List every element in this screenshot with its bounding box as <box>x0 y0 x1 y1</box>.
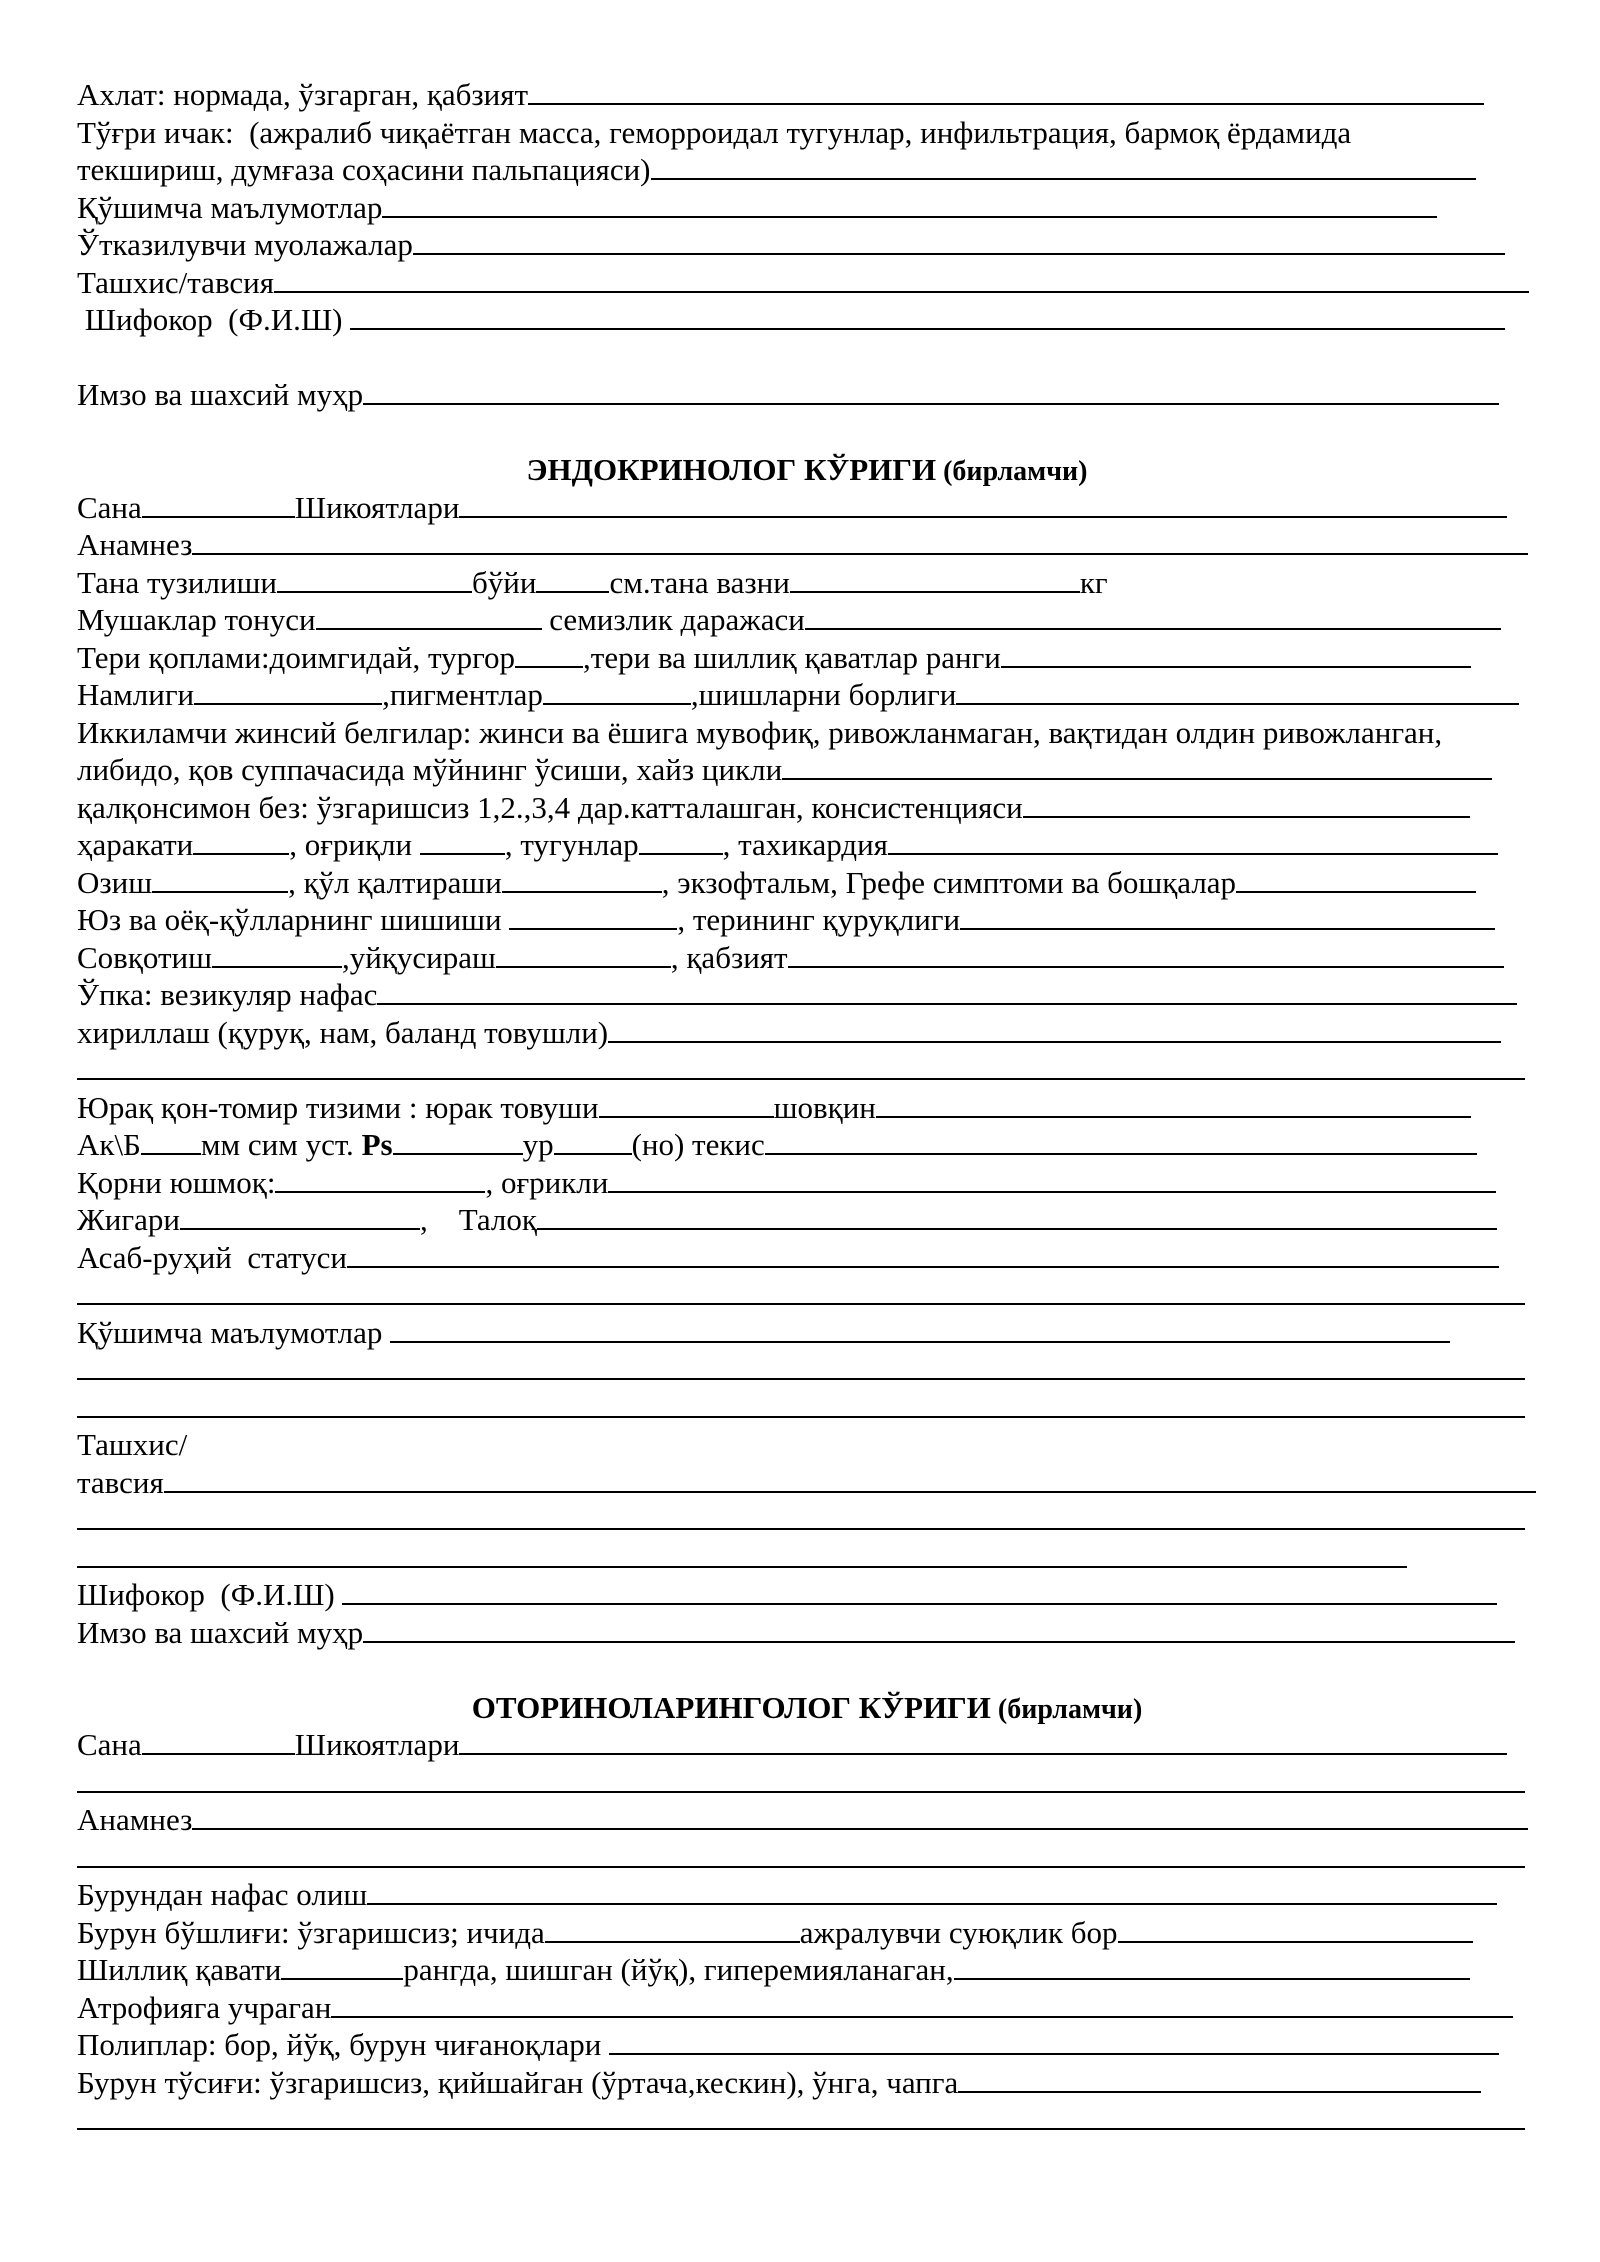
mobility-label: ҳаракати <box>77 827 194 862</box>
constipation-label: , қабзият <box>670 939 788 975</box>
endo-date-line <box>77 489 1537 527</box>
mucosa-state-field[interactable] <box>954 1956 1470 1980</box>
stool-line <box>77 76 1537 114</box>
body-build-line <box>77 564 1537 602</box>
endo-doctor-field[interactable] <box>342 1581 1497 1605</box>
muscle-tone-field[interactable] <box>316 606 542 630</box>
thyroid-line <box>77 789 1537 827</box>
edema-field[interactable] <box>956 681 1519 705</box>
blank-line <box>77 1501 1537 1539</box>
signature-field[interactable] <box>363 381 1499 405</box>
ent-complaints-label: Шикоятлари <box>294 1727 460 1762</box>
muscle-tone-line <box>77 601 1537 639</box>
rhythm-label: (но) текис <box>631 1127 765 1162</box>
dry-skin-field[interactable] <box>960 906 1495 930</box>
septum-field[interactable] <box>958 2069 1481 2093</box>
ent-heading <box>77 1689 1537 1727</box>
heart-sound-label: Юрақ қон-томир тизими : юрак товуши <box>77 1089 599 1125</box>
drowsiness-field[interactable] <box>496 944 671 968</box>
tachycardia-label: , тахикардия <box>722 827 888 862</box>
ent-date-field[interactable] <box>142 1731 295 1755</box>
doctor-label: Шифокор (Ф.И.Ш) <box>77 302 351 337</box>
tachycardia-field[interactable] <box>888 831 1498 855</box>
mucosa-field[interactable] <box>281 1956 403 1980</box>
neuro-status-label: Асаб-руҳий статуси <box>77 1239 348 1275</box>
mucosa-color-label: рангда, шишган (йўқ), гиперемияланаган, <box>403 1952 954 1987</box>
blank-line <box>77 2101 1537 2139</box>
endo-diagnosis-field[interactable] <box>164 1469 1536 1493</box>
turgor-field[interactable] <box>515 644 583 668</box>
pulse-field[interactable] <box>393 1131 523 1155</box>
liver-field[interactable] <box>180 1206 420 1230</box>
nodes-label: , тугунлар <box>504 827 639 862</box>
date-field[interactable] <box>142 494 295 518</box>
nodes-field[interactable] <box>639 831 723 855</box>
spacer <box>77 1651 1537 1689</box>
endo-signature-line <box>77 1614 1537 1652</box>
lung-line <box>77 976 1537 1014</box>
rhythm-field[interactable] <box>554 1131 632 1155</box>
wheezing-line <box>77 1014 1537 1052</box>
ent-date-line <box>77 1726 1537 1764</box>
signature-label: Имзо ва шахсий муҳр <box>77 377 364 412</box>
endocrinologist-title-sub: (бирламчи) <box>936 456 1088 487</box>
ent-anamnesis-label: Анамнез <box>77 1802 193 1837</box>
medical-form-page <box>77 76 1537 2139</box>
humidity-line <box>77 676 1537 714</box>
body-build-field[interactable] <box>277 569 472 593</box>
blank-field[interactable] <box>77 1844 1525 1868</box>
skin-line <box>77 639 1537 677</box>
endo-additional-field[interactable] <box>390 1319 1450 1343</box>
abdomen-pain-label: , оғрикли <box>485 1164 609 1200</box>
septum-label: Бурун тўсиғи: ўзгаришсиз, қийшайган (ўртача,кескин), ўнга, чапга <box>77 2064 959 2100</box>
blank-field[interactable] <box>77 1544 1407 1568</box>
nasal-breathing-field[interactable] <box>367 1881 1497 1905</box>
signature-line <box>77 376 1537 414</box>
exophthalmos-label: , экзофтальм, Грефе симптоми ва бошқалар <box>661 864 1237 900</box>
doctor-line <box>77 301 1537 339</box>
abdomen-label: Қорни юшмоқ: <box>77 1164 276 1200</box>
ent-anamnesis-field[interactable] <box>192 1806 1528 1830</box>
endo-recommendation-label: тавсия <box>77 1464 164 1500</box>
heart-sound-field[interactable] <box>599 1094 774 1118</box>
skin-label: Тери қоплами:доимгидай, тургор <box>77 639 516 675</box>
beats-label: ур <box>522 1127 554 1162</box>
humidity-label: Намлиги <box>77 677 195 712</box>
muscle-tone-label: Мушаклар тонуси <box>77 602 316 637</box>
liver-label: Жигари <box>77 1202 180 1237</box>
procedures-line <box>77 226 1537 264</box>
mucosa-color-label: ,тери ва шиллиқ қаватлар ранги <box>583 639 1001 675</box>
abdomen-pain-field[interactable] <box>608 1169 1496 1193</box>
chills-label: Совқотиш <box>77 939 212 975</box>
mucosa-label: Шиллиқ қавати <box>77 1952 282 1987</box>
spleen-field[interactable] <box>537 1206 1497 1230</box>
thyroid-field[interactable] <box>1023 794 1470 818</box>
weight-field[interactable] <box>790 569 1080 593</box>
additional-info-label: Қўшимча маълумотлар <box>77 189 383 225</box>
murmur-field[interactable] <box>876 1094 1471 1118</box>
lung-field[interactable] <box>377 981 1517 1005</box>
blank-field[interactable] <box>77 1281 1525 1305</box>
stool-label: Ахлат: нормада, ўзгарган, қабзият <box>77 77 529 112</box>
endo-diagnosis-line-2 <box>77 1464 1537 1502</box>
kg-unit: кг <box>1079 564 1108 600</box>
rectum-field[interactable] <box>651 156 1476 180</box>
dry-skin-label: , терининг қуруқлиги <box>677 902 961 937</box>
endo-additional-line <box>77 1314 1537 1352</box>
pain-field[interactable] <box>420 831 505 855</box>
atrophy-field[interactable] <box>331 1994 1513 2018</box>
thyroid-label: қалқонсимон без: ўзгаришсиз 1,2.,3,4 дар.катталашган, консистенцияси <box>77 789 1023 825</box>
height-label: бўйи <box>472 564 537 600</box>
endocrinologist-title: ЭНДОКРИНОЛОГ КЎРИГИ <box>526 452 937 487</box>
anamnesis-field[interactable] <box>192 531 1528 555</box>
ent-anamnesis-line <box>77 1801 1537 1839</box>
ent-complaints-field[interactable] <box>459 1731 1507 1755</box>
tremor-label: , қўл қалтираши <box>288 864 502 900</box>
limb-edema-field[interactable] <box>509 906 677 930</box>
bp-label: Ак\Б <box>77 1127 141 1162</box>
endo-anamnesis-line <box>77 526 1537 564</box>
endo-additional-label: Қўшимча маълумотлар <box>77 1314 391 1350</box>
pulse-label: Ps <box>361 1127 393 1162</box>
rectum-line-1 <box>77 114 1537 152</box>
mobility-field[interactable] <box>193 831 289 855</box>
rectum-label: Тўғри ичак: (ажралиб чиқаётган масса, геморроидал тугунлар, инфильтрация, бармоқ ёрдамида <box>77 114 1352 150</box>
atrophy-line <box>77 1989 1537 2027</box>
spacer <box>77 339 1537 377</box>
weight-loss-field[interactable] <box>152 869 288 893</box>
exophthalmos-field[interactable] <box>1236 869 1476 893</box>
wheezing-label: хириллаш (қуруқ, нам, баланд товушли) <box>77 1014 609 1050</box>
endo-signature-label: Имзо ва шахсий муҳр <box>77 1614 364 1650</box>
nasal-breathing-line <box>77 1876 1537 1914</box>
rhythm-notes-field[interactable] <box>765 1131 1477 1155</box>
polyps-label: Полиплар: бор, йўқ, бурун чиғаноқлари <box>77 2027 610 2062</box>
abdomen-field[interactable] <box>275 1169 485 1193</box>
heart-line <box>77 1089 1537 1127</box>
date-label: Сана <box>77 489 142 525</box>
abdomen-line <box>77 1164 1537 1202</box>
polyps-field[interactable] <box>609 2031 1499 2055</box>
complaints-label: Шикоятлари <box>294 489 460 525</box>
nasal-breathing-label: Бурундан нафас олиш <box>77 1877 368 1912</box>
obesity-field[interactable] <box>805 606 1501 630</box>
blank-line <box>77 1539 1537 1577</box>
endo-diagnosis-line-1 <box>77 1426 1537 1464</box>
nasal-cavity-field[interactable] <box>545 1919 800 1943</box>
discharge-label: ажралувчи суюқлик бор <box>799 1914 1118 1950</box>
septum-line <box>77 2064 1537 2102</box>
neuro-status-field[interactable] <box>347 1244 1499 1268</box>
ent-title-sub: (бирламчи) <box>990 1693 1143 1725</box>
blank-line <box>77 1276 1537 1314</box>
liver-line <box>77 1201 1537 1239</box>
diagnosis-field[interactable] <box>274 269 1529 293</box>
blank-field[interactable] <box>77 2106 1525 2130</box>
pigment-label: ,пигментлар <box>382 677 543 712</box>
sex-traits-line-2 <box>77 751 1537 789</box>
drowsiness-label: ,уйқусираш <box>341 939 496 975</box>
mucosa-line <box>77 1951 1537 1989</box>
pain-label: , оғриқли <box>289 827 420 862</box>
polyps-line <box>77 2026 1537 2064</box>
endo-doctor-label: Шифокор (Ф.И.Ш) <box>77 1577 343 1612</box>
rectum-label-cont: текшириш, думғаза соҳасини пальпацияси) <box>77 152 651 187</box>
nasal-cavity-label: Бурун бўшлиғи: ўзгаришсиз; ичида <box>77 1914 545 1950</box>
discharge-field[interactable] <box>1118 1919 1473 1943</box>
mucosa-color-field[interactable] <box>1001 644 1471 668</box>
mobility-line <box>77 826 1537 864</box>
rectum-line-2 <box>77 151 1537 189</box>
blank-line <box>77 1839 1537 1877</box>
mmhg-label: мм сим уст. <box>200 1127 362 1162</box>
additional-info-line <box>77 189 1537 227</box>
anamnesis-label: Анамнез <box>77 527 193 562</box>
chills-line <box>77 939 1537 977</box>
sex-traits-field[interactable] <box>782 756 1492 780</box>
stool-field[interactable] <box>528 81 1484 105</box>
lung-label: Ўпка: везикуляр нафас <box>77 977 378 1012</box>
additional-info-field[interactable] <box>382 194 1437 218</box>
limb-edema-label: Юз ва оёқ-қўлларнинг шишиши <box>77 902 510 937</box>
blank-field[interactable] <box>77 1356 1525 1380</box>
endo-signature-field[interactable] <box>363 1619 1515 1643</box>
pigment-field[interactable] <box>543 681 691 705</box>
complaints-field[interactable] <box>459 494 1507 518</box>
height-field[interactable] <box>536 569 609 593</box>
blank-field[interactable] <box>77 1506 1525 1530</box>
weight-label: см.тана вазни <box>609 564 790 600</box>
endo-diagnosis-label: Ташхис/ <box>77 1427 188 1462</box>
spleen-label: , Талоқ <box>419 1202 537 1237</box>
murmur-label: шовқин <box>773 1089 876 1125</box>
blank-line <box>77 1389 1537 1427</box>
obesity-label: семизлик даражаси <box>541 602 805 637</box>
bp-field[interactable] <box>141 1131 201 1155</box>
nasal-cavity-line <box>77 1914 1537 1952</box>
diagnosis-line <box>77 264 1537 302</box>
humidity-field[interactable] <box>194 681 382 705</box>
weight-loss-line <box>77 864 1537 902</box>
ent-title: ОТОРИНОЛАРИНГОЛОГ КЎРИГИ <box>471 1689 991 1725</box>
edema-label: ,шишларни борлиги <box>690 677 957 712</box>
blank-field[interactable] <box>77 1769 1525 1793</box>
weight-loss-label: Озиш <box>77 864 153 900</box>
chills-field[interactable] <box>212 944 342 968</box>
sex-traits-line-1 <box>77 714 1537 752</box>
endocrinologist-heading <box>77 451 1537 489</box>
blank-field[interactable] <box>77 1394 1525 1418</box>
spacer <box>77 414 1537 452</box>
atrophy-label: Атрофияга учраган <box>77 1989 332 2025</box>
ent-date-label: Сана <box>77 1727 142 1762</box>
blood-pressure-line <box>77 1126 1537 1164</box>
procedures-label: Ўтказилувчи муолажалар <box>77 227 413 262</box>
wheezing-field[interactable] <box>608 1019 1501 1043</box>
neuro-line <box>77 1239 1537 1277</box>
blank-field[interactable] <box>77 1056 1525 1080</box>
endo-doctor-line <box>77 1576 1537 1614</box>
procedures-field[interactable] <box>413 231 1505 255</box>
sex-traits-label-cont: либидо, қов суппачасида мўйнинг ўсиши, хайз цикли <box>77 752 783 787</box>
blank-line <box>77 1764 1537 1802</box>
body-build-label: Тана тузилиши <box>77 564 278 600</box>
blank-line <box>77 1051 1537 1089</box>
tremor-field[interactable] <box>502 869 662 893</box>
sex-traits-label: Иккиламчи жинсий белгилар: жинси ва ёшига мувофиқ, ривожланмаган, вақтидан олдин ривожланган, <box>77 714 1443 750</box>
limb-edema-line <box>77 901 1537 939</box>
constipation-field[interactable] <box>788 944 1504 968</box>
doctor-field[interactable] <box>350 306 1505 330</box>
blank-line <box>77 1351 1537 1389</box>
diagnosis-label: Ташхис/тавсия <box>77 264 275 300</box>
